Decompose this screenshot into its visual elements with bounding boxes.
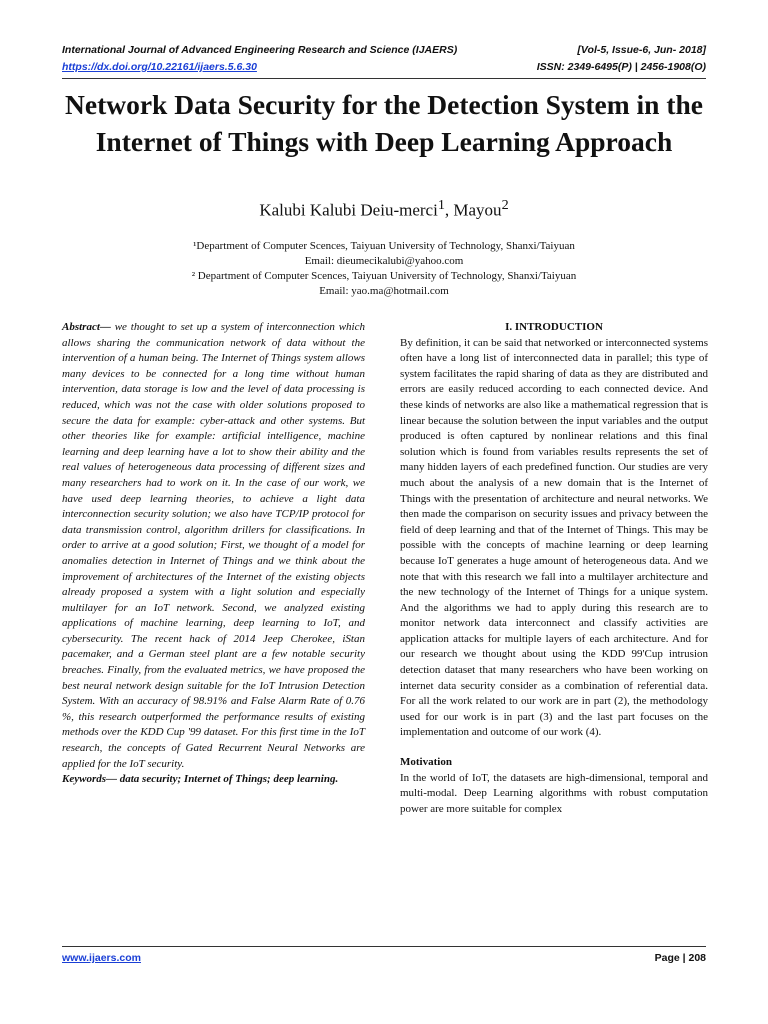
abstract-text: we thought to set up a system of interconnection which allows sharing the communication network of data without the intervention of a human being. The Internet of Things system allows many devices to be connected for a long time without human intervention, data storage is low and the level of data processing is reduced, which was not the case with older solutions proposed to secure the data for example: cyber-attack and other systems. But other theories like for example: artificial intelligence, machine learning and deep learning have a lot to show their ability and the real values of heterogeneous data processing of different sizes and many researchers had to work on it. In the case of our work, we have used deep learning theories, to achieve a light data interconnection security solution; we also have TCP/IP protocol for data transmission control, algorithm drillers for classifications. In order to arrive at a good solution; First, we thought of a model for anomalies detection in Internet of Things and we think about the improvement of architectures of the Internet of the existing objects already proposed a system with a light solution and especially multilayer for an IoT network. Second, we analyzed existing applications of machine learning, deep learning to IoT, and cybersecurity. The recent hack of 2014 Jeep Cherokee, iStan pacemaker, and a German steel plant are a few notable security breaches. Finally, from the evaluated metrics, we have proposed the best neural network design suitable for the IoT Intrusion Detection System. With an accuracy of 98.91% and False Alarm Rate of 0.76 %, this research outperformed the performance results of existing methods over the KDD Cup '99 dataset. For this first time in the IoT research, the concepts of Gated Recurrent Neural Networks are applied for the IoT security.: [62, 321, 365, 770]
email-line: Email: dieumecikalubi@yahoo.com: [304, 255, 464, 267]
keywords-text: data security; Internet of Things; deep learning.: [117, 773, 339, 786]
introduction-text: By definition, it can be said that networked or interconnected systems often have a long list of interconnected data in parallel; this type of system facilitates the rapid sharing of data as they are distributed and errors are easily reduced according to each connected device. And these kinds of networks are also like a mathematical regression that is linear because the solution between the input variables and the output produced is often captured by nonlinear relations and this final solution which is found from variables results represents the set of many hidden layers of each predefined function. Our studies are very much about the analysis of a new domain that is the Internet of Things with the presentation of architecture and neural networks. We then made the comparison on security issues and privacy between the field of deep learning and that of the Internet of Things. This may be possible with the concepts of machine learning or deep learning because IoT generates a huge amount of heterogeneous data. And we note that with this research we fall into a multilayer architecture and the new technology of the Internet of Things for a unique system. And the algorithms we had to apply during this research are to monitor network data interconnect and classify activities are application attacks for multiple layers of each architecture. And for our research we thought about using the KDD 99'Cup intrusion detection dataset that many researchers who have been working on internet data security consider as a combination of referential data. For all the work related to our work are in part (2), the methodology used for our work is in part (3) and the last part focuses on the implementation and outcome of our work (4).: [400, 336, 708, 739]
email-line: Email: yao.ma@hotmail.com: [319, 285, 449, 297]
author-name: , Mayou: [444, 200, 502, 220]
page-number: Page | 208: [654, 952, 706, 964]
abstract-label: Abstract—: [62, 321, 111, 333]
author-sup: 2: [501, 197, 509, 213]
footer-rule: [62, 946, 706, 947]
issue-info: [Vol-5, Issue-6, Jun- 2018]: [577, 44, 706, 56]
doi-link[interactable]: https://dx.doi.org/10.22161/ijaers.5.6.30: [62, 61, 257, 73]
affiliation-line: ¹Department of Computer Scences, Taiyuan University of Technology, Shanxi/Taiyuan: [193, 240, 575, 252]
author-name: Kalubi Kalubi Deiu-merci: [259, 200, 438, 220]
affiliation-line: ² Department of Computer Scences, Taiyuan University of Technology, Shanxi/Taiyuan: [191, 270, 577, 282]
body-column: [400, 320, 708, 817]
paper-title: Network Data Security for the Detection System in the Internet of Things with Deep Learning Approach: [65, 89, 703, 157]
subheading-motivation: Motivation: [400, 756, 452, 769]
keywords: [62, 772, 365, 788]
section-heading-introduction: I. INTRODUCTION: [505, 321, 603, 333]
author-line: [0, 197, 768, 221]
keywords-label: Keywords—: [62, 773, 117, 786]
issn: ISSN: 2349-6495(P) | 2456-1908(O): [536, 61, 706, 73]
abstract: [62, 320, 365, 772]
motivation-text: In the world of IoT, the datasets are high-dimensional, temporal and multi-modal. Deep Learning algorithms with robust computation power are more suitable for complex: [400, 771, 708, 815]
abstract-column: [62, 320, 365, 788]
author-sup: 1: [437, 197, 445, 213]
affiliations: [0, 239, 768, 299]
journal-name: International Journal of Advanced Engineering Research and Science (IJAERS): [62, 44, 458, 56]
header-rule: [62, 78, 706, 79]
website-link[interactable]: www.ijaers.com: [62, 952, 141, 964]
